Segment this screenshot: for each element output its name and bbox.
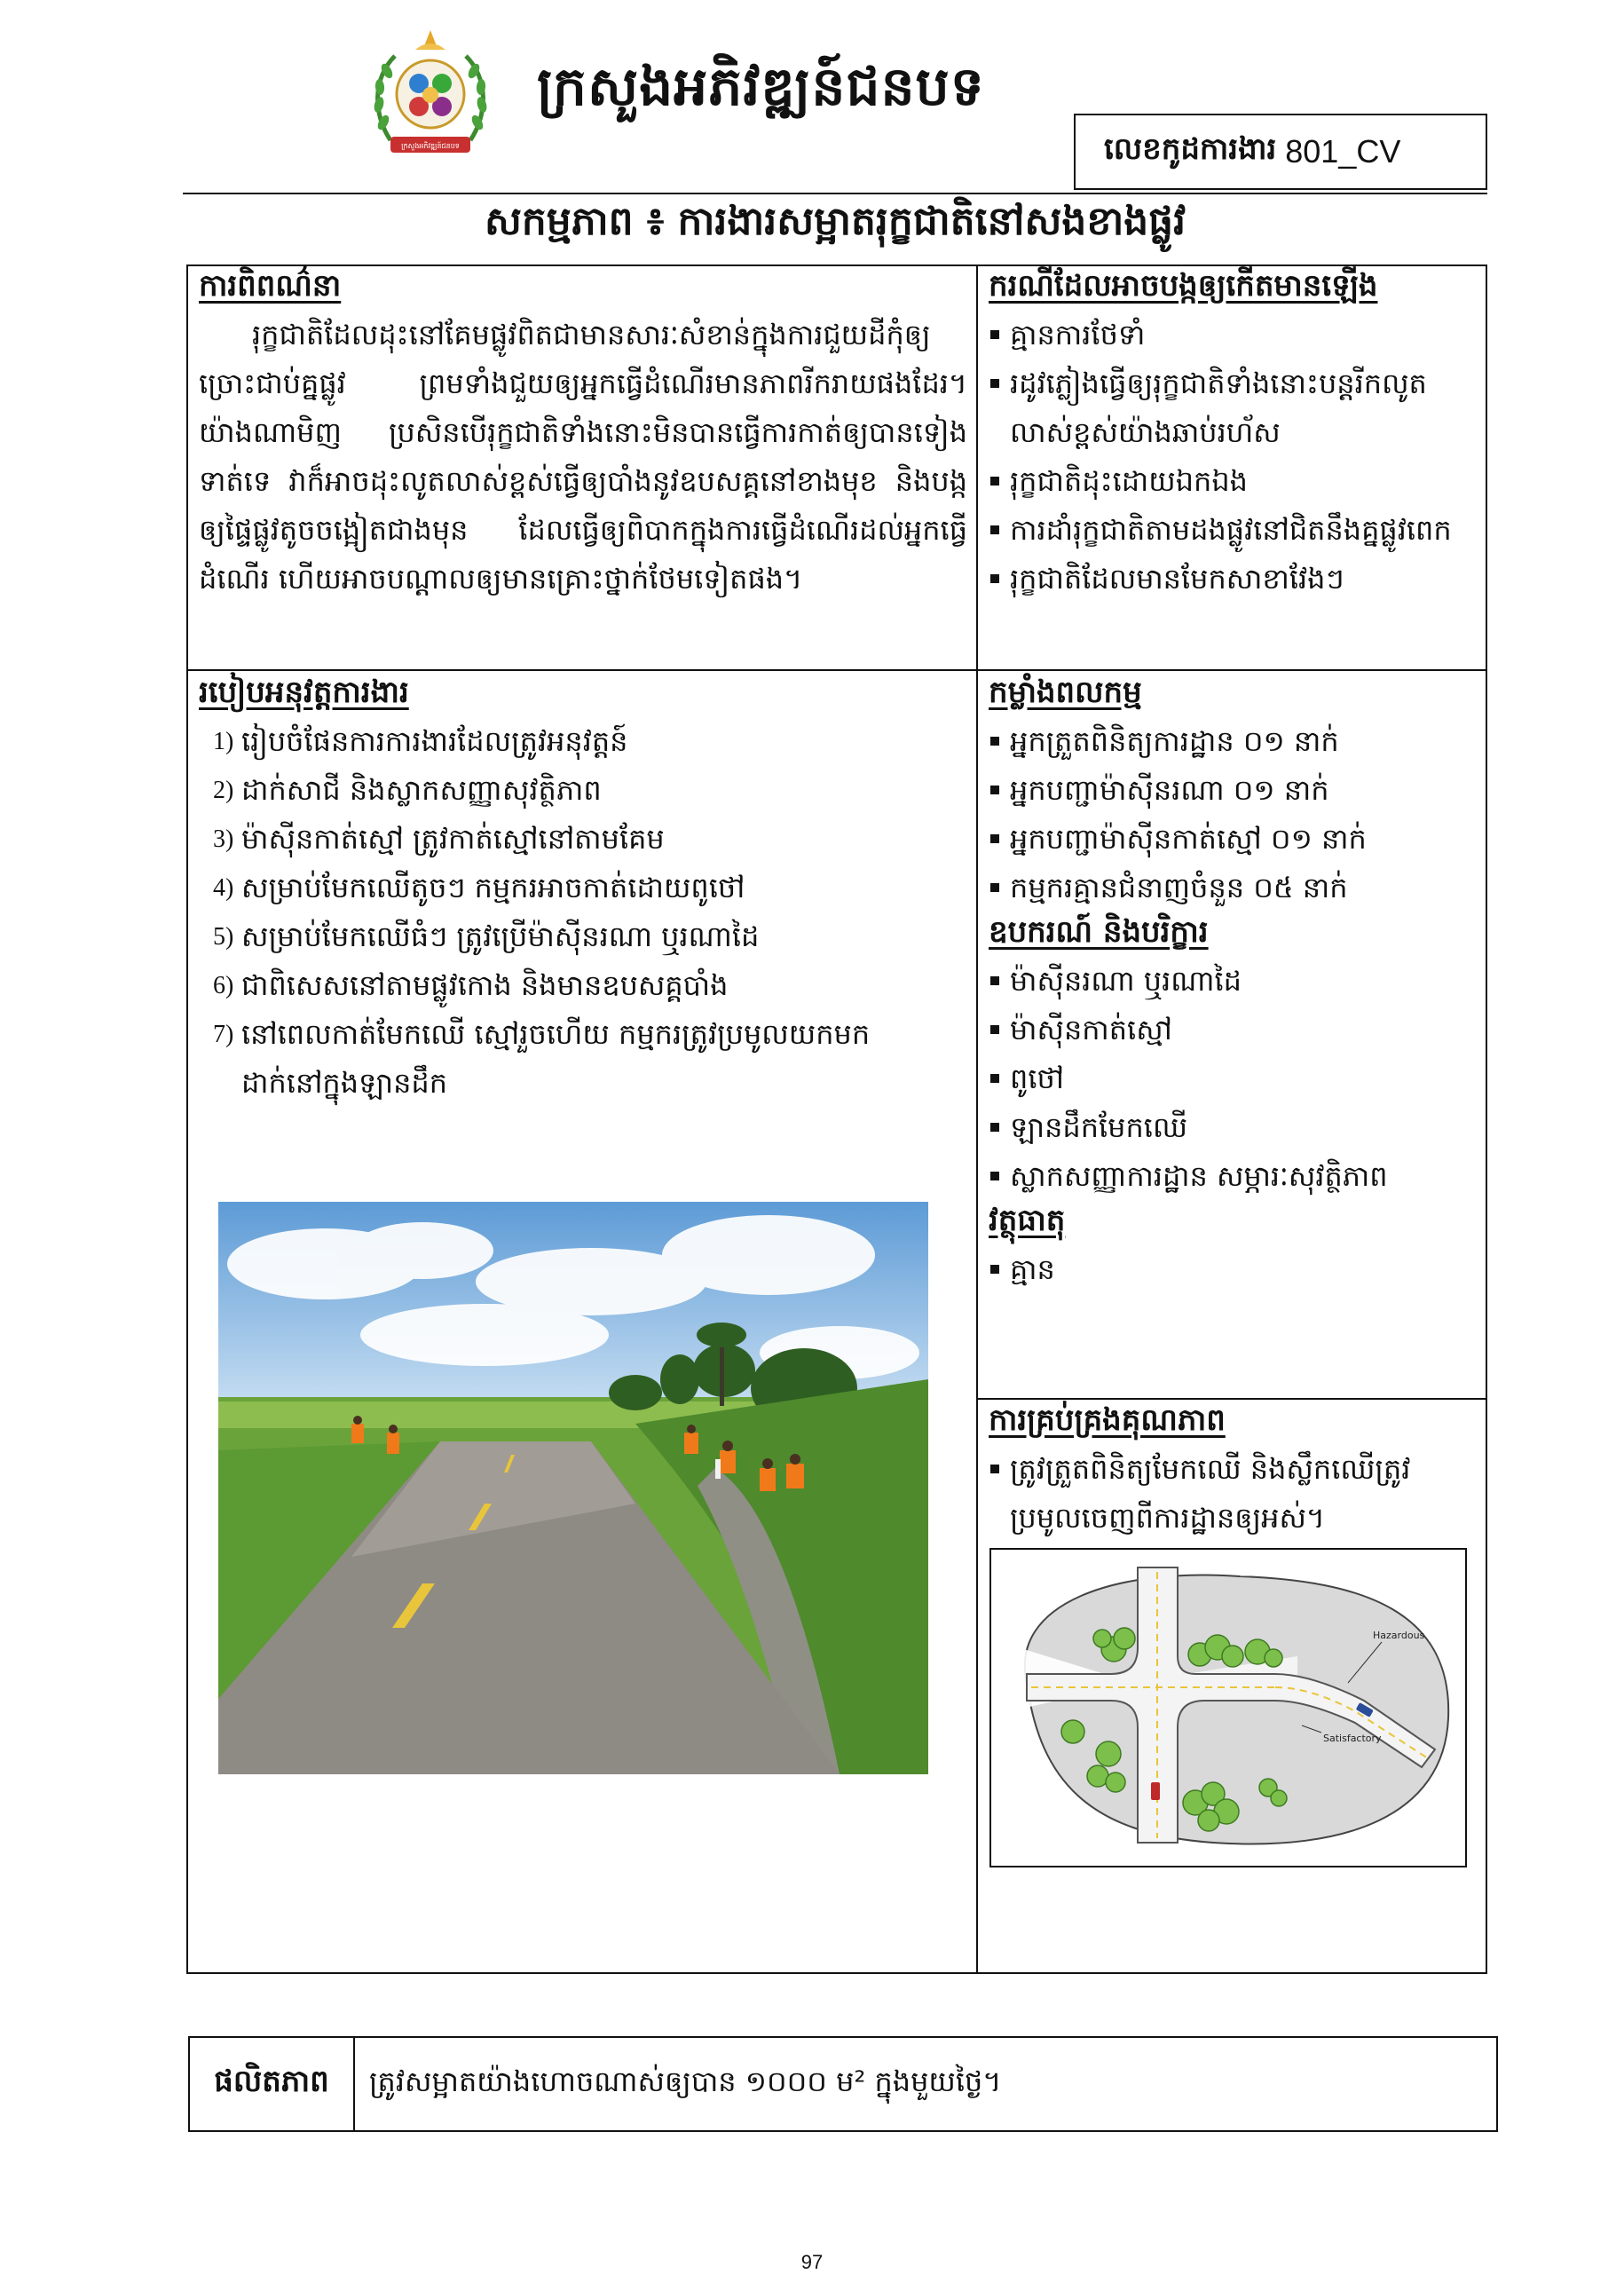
causes-heading: ករណីដែលអាចបង្កឲ្យកើតមានឡើង — [989, 268, 1378, 304]
step-number: 7) — [213, 1021, 234, 1048]
step-text: រៀបចំផែនការការងារដែលត្រូវអនុវត្តន៍ — [241, 724, 628, 758]
step-number: 4) — [213, 874, 234, 902]
step-number: 5) — [213, 923, 234, 951]
step-item — [199, 961, 967, 1010]
equipment-heading: ឧបករណ៍ និងបរិក្ខារ — [989, 914, 1209, 950]
list-item: គ្មាន — [989, 1245, 1478, 1294]
list-item: រុក្ខជាតិដុះដោយឯកឯង — [989, 457, 1478, 506]
list-item: ឡានដឹកមែកឈើ — [989, 1103, 1478, 1152]
step-item — [199, 766, 967, 815]
materials-heading: វត្ថុធាតុ — [989, 1203, 1066, 1238]
productivity-box — [188, 2036, 1498, 2132]
work-code-value: 801_CV — [1285, 133, 1401, 170]
list-item: អ្នកត្រួតពិនិត្យការដ្ឋាន ០១ នាក់ — [989, 717, 1478, 766]
step-text: សម្រាប់មែកឈើធំៗ ត្រូវប្រើម៉ាស៊ីនរណា ឬរណាដៃ — [241, 920, 760, 953]
equipment-list — [989, 957, 1478, 1201]
table-column-divider — [976, 265, 978, 1974]
step-item — [199, 815, 967, 864]
list-item: ពូថៅ — [989, 1054, 1478, 1103]
description-heading: ការពិពណ៌នា — [199, 268, 342, 304]
labor-heading: កម្លាំងពលកម្ម — [989, 675, 1142, 710]
list-item: គ្មានការថែទាំ — [989, 311, 1478, 359]
materials-list — [989, 1245, 1478, 1294]
step-text: ម៉ាស៊ីនកាត់ស្មៅ ត្រូវកាត់ស្មៅនៅតាមគែម — [241, 822, 665, 856]
procedure-section — [199, 673, 967, 1108]
roadside-clearing-photo — [218, 1202, 928, 1774]
causes-section — [989, 266, 1478, 604]
list-item: ស្លាកសញ្ញាការដ្ឋាន សម្ភារៈសុវត្ថិភាព — [989, 1152, 1478, 1201]
productivity-label: ផលិតភាព — [190, 2038, 355, 2130]
step-text: ជាពិសេសនៅតាមផ្លូវកោង និងមានឧបសគ្គបាំង — [241, 968, 729, 1002]
causes-list — [989, 311, 1478, 604]
list-item: ការដាំរុក្ខជាតិតាមដងផ្លូវនៅជិតនឹងគ្នផ្លូវពេក — [989, 506, 1478, 555]
step-text: ដាក់សាជី និងស្លាកសញ្ញាសុវត្ថិភាព — [241, 773, 602, 807]
labor-list — [989, 717, 1478, 912]
description-section — [199, 266, 967, 604]
step-item — [199, 864, 967, 912]
work-code-label: លេខកូដការងារ — [1104, 131, 1277, 167]
step-number: 6) — [213, 972, 234, 999]
intersection-visibility-diagram — [989, 1548, 1467, 1867]
step-number: 1) — [213, 728, 234, 755]
quality-divider — [976, 1398, 1487, 1400]
productivity-text: ត្រូវសម្អាតយ៉ាងហោចណាស់ឲ្យបាន ១០០០ ម² ក្នុងមួយថ្ងៃ។ — [369, 2064, 1002, 2098]
step-item — [199, 1010, 967, 1108]
list-item: រដូវភ្លៀងធ្វើឲ្យរុក្ខជាតិទាំងនោះបន្តរីកលូតលាស់ខ្ពស់យ៉ាងឆាប់រហ័ស — [989, 359, 1478, 457]
satisfactory-label: Satisfactory — [1323, 1733, 1382, 1744]
description-text: រុក្ខជាតិដែលដុះនៅគែមផ្លូវពិតជាមានសារៈសំខាន់ក្នុងការជួយដីកុំឲ្យច្រោះជាប់គ្នផ្លូវ ព្រមទាំងជួយឲ្យអ្នកធ្វើដំណើរមានភាពរីករាយផងដែរ។ យ៉ាងណាមិញ ប្រសិនបើរុក្ខជាតិទាំងនោះមិនបានធ្វើការកាត់ឲ្យបានទៀងទាត់ទេ វាក៏អាចដុះលូតលាស់ខ្ពស់ធ្វើឲ្យបាំងនូវឧបសគ្គនៅខាងមុខ និងបង្កឲ្យផ្ទៃផ្លូវតូចចង្អៀតជាងមុន ដែលធ្វើឲ្យពិបាកក្នុងការធ្វើដំណើរដល់អ្នកធ្វើដំណើរ ហើយអាចបណ្តាលឲ្យមានគ្រោះថ្នាក់ថែមទៀតផង។ — [199, 318, 967, 596]
step-text: សម្រាប់មែកឈើតូចៗ កម្មករអាចកាត់ដោយពូថៅ — [241, 871, 745, 904]
list-item: ម៉ាស៊ីនកាត់ស្មៅ — [989, 1006, 1478, 1054]
list-item: ម៉ាស៊ីនរណា ឬរណាដៃ — [989, 957, 1478, 1006]
quality-heading: ការគ្រប់គ្រងគុណភាព — [989, 1402, 1226, 1438]
activity-title: សកម្មភាព ៖ ការងារសម្អាតរុក្ខជាតិនៅសងខាងផ្លូវ — [484, 199, 1186, 244]
table-row-divider — [186, 669, 1487, 671]
step-item — [199, 717, 967, 766]
list-item: កម្មករគ្មានជំនាញចំនួន ០៥ នាក់ — [989, 864, 1478, 912]
step-number: 2) — [213, 777, 234, 804]
hazardous-label: Hazardous — [1373, 1630, 1425, 1641]
page-number: 97 — [800, 2251, 824, 2273]
list-item: អ្នកបញ្ជាម៉ាស៊ីនរណា ០១ នាក់ — [989, 766, 1478, 815]
resources-section — [989, 673, 1478, 1294]
header-divider — [183, 193, 1487, 194]
work-code-box — [1074, 114, 1487, 190]
ministry-title: ក្រសួងអភិវឌ្ឍន៍ជនបទ — [537, 56, 985, 118]
quality-list — [989, 1445, 1478, 1543]
ministry-logo — [364, 25, 497, 167]
procedure-heading: របៀបអនុវត្តការងារ — [199, 675, 409, 710]
quality-section — [989, 1401, 1478, 1543]
procedure-steps — [199, 717, 967, 1108]
step-text: នៅពេលកាត់មែកឈើ ស្មៅរួចហើយ កម្មករត្រូវប្រមូលយកមកដាក់នៅក្នុងឡានដឹក — [241, 1017, 871, 1100]
logo-banner-text: ក្រសួងអភិវឌ្ឍន៍ជនបទ — [401, 142, 460, 150]
step-number: 3) — [213, 825, 234, 853]
list-item: អ្នកបញ្ជាម៉ាស៊ីនកាត់ស្មៅ ០១ នាក់ — [989, 815, 1478, 864]
list-item: រុក្ខជាតិដែលមានមែកសាខាវែងៗ — [989, 555, 1478, 604]
list-item: ត្រូវត្រួតពិនិត្យមែកឈើ និងស្លឹកឈើត្រូវប្រមូលចេញពីការដ្ឋានឲ្យអស់។ — [989, 1445, 1478, 1543]
step-item — [199, 912, 967, 961]
